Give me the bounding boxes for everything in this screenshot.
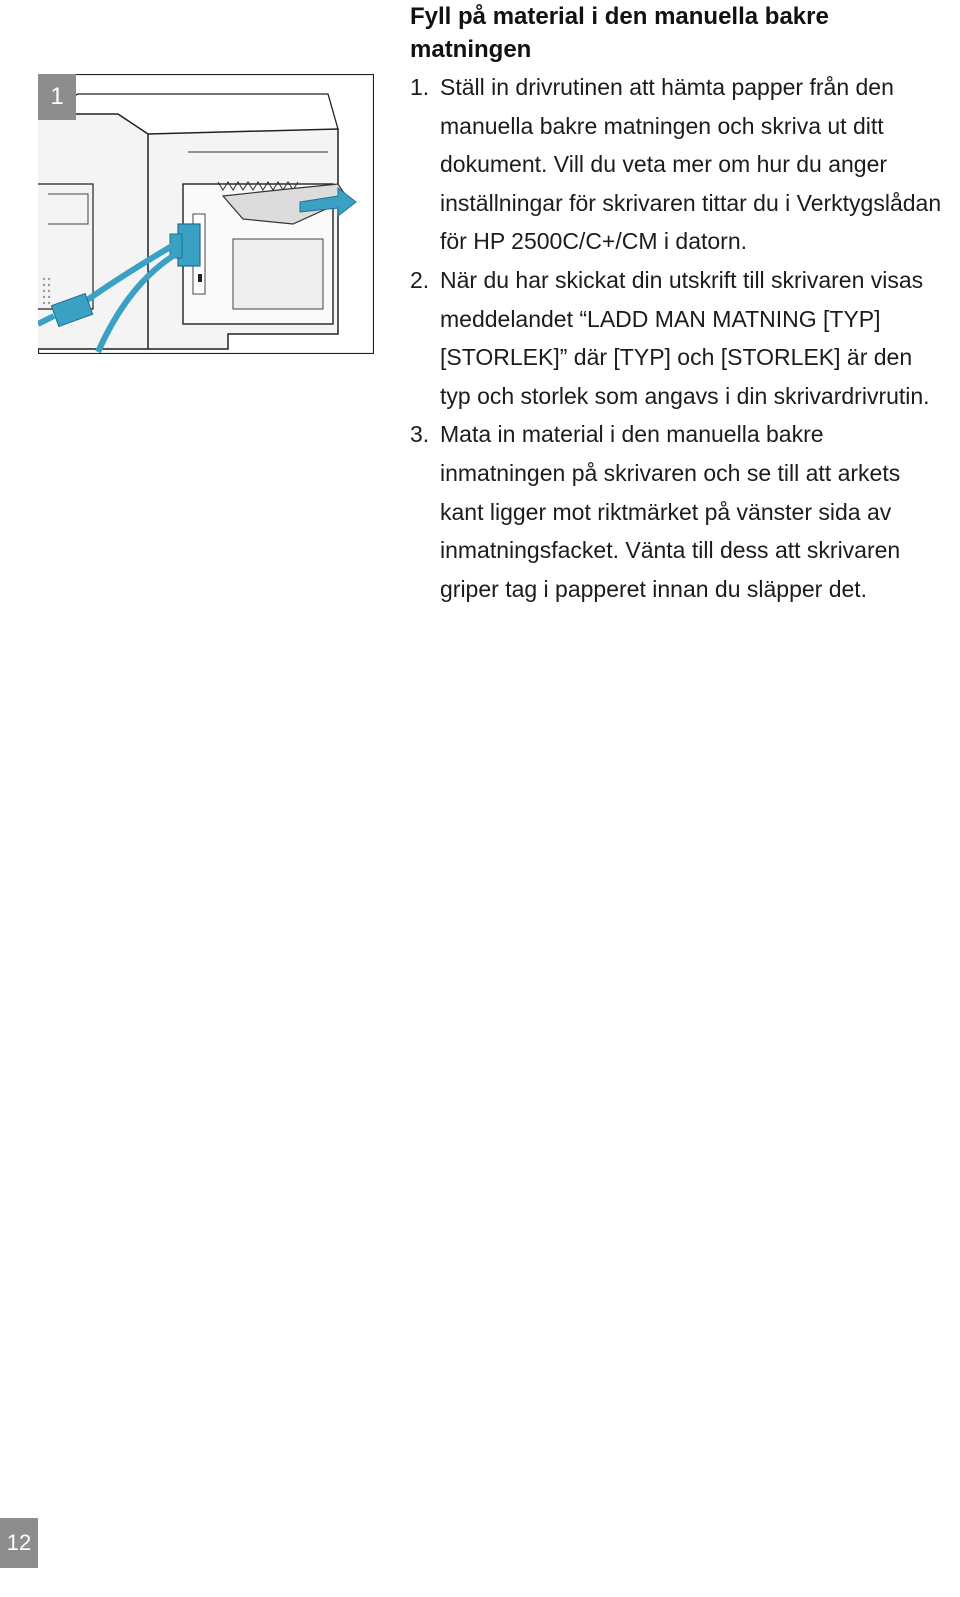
printer-illustration (38, 74, 374, 354)
step-item (410, 261, 945, 415)
step-text: När du har skickat din utskrift till skrivaren visas meddelandet “LADD MAN MATNING [TYP] [STORLEK]” där [TYP] och [STORLEK] är den typ och storlek som angavs i din skrivardrivrutin. (440, 266, 930, 409)
step-text: Ställ in drivrutinen att hämta papper från den manuella bakre matningen och skriva ut ditt dokument. Vill du veta mer om hur du anger inställningar för skrivaren tittar du i Verktygslådan för HP 2500C/C+/CM i datorn. (440, 74, 942, 255)
printer-rear-drawing (38, 74, 374, 354)
step-number: 2. (410, 266, 430, 293)
step-text: Mata in material i den manuella bakre inmatningen på skrivaren och se till att arkets kant ligger mot riktmärket på vänster sida av inmatningsfacket. Vänta till dess att skrivaren griper tag i papperet innan du släpper det. (440, 421, 901, 602)
page-number: 12 (0, 1518, 38, 1568)
step-item (410, 415, 945, 608)
step-item (410, 68, 945, 261)
step-badge: 1 (38, 74, 76, 120)
section-heading: Fyll på material i den manuella bakre matningen (410, 3, 829, 63)
step-number: 3. (410, 421, 430, 448)
instructions-column (410, 0, 945, 608)
step-number: 1. (410, 74, 430, 100)
steps-list (410, 68, 945, 608)
